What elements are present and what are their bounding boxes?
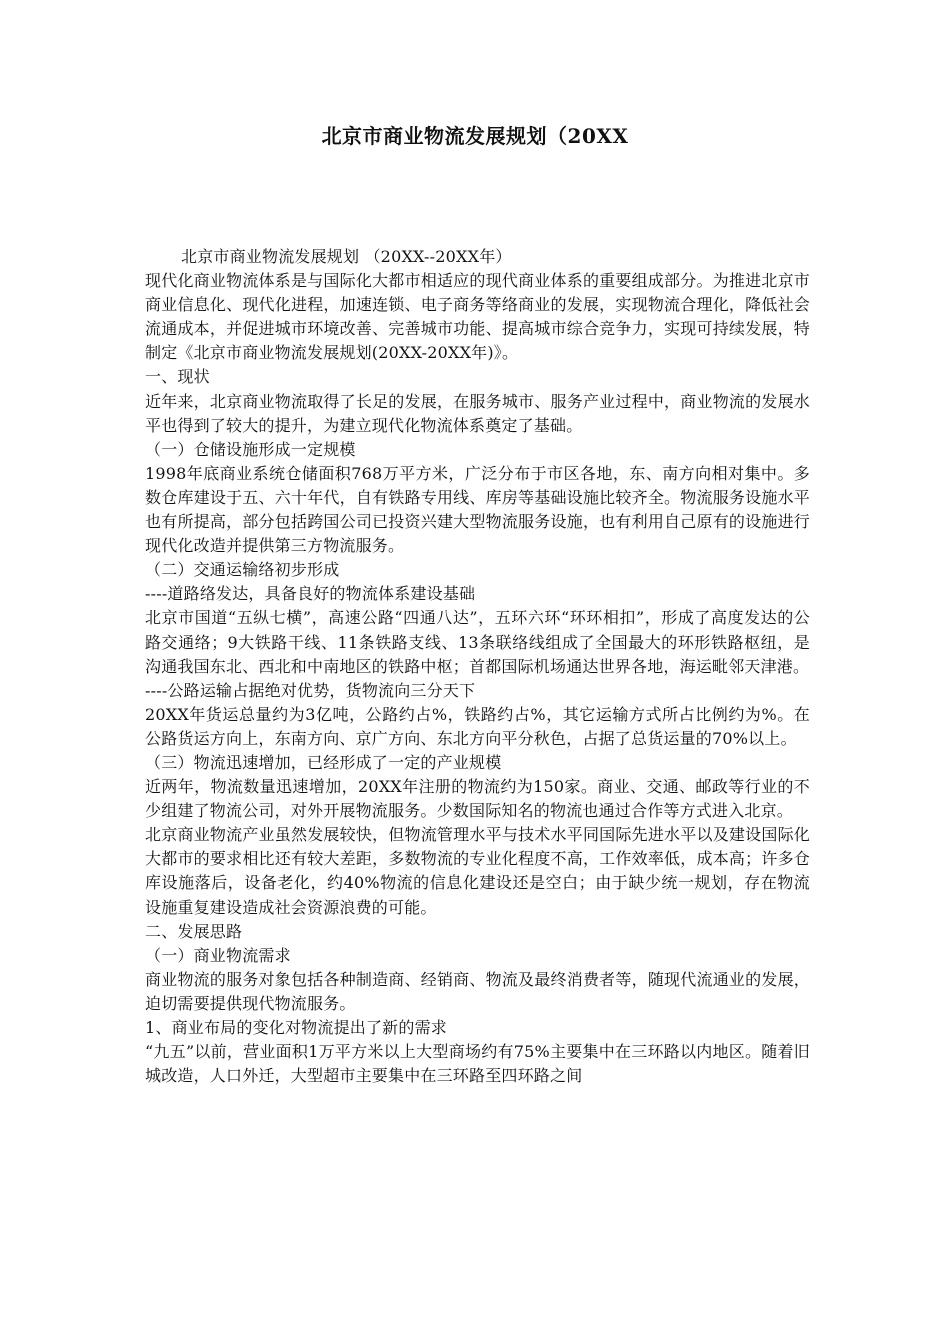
paragraph: 1998年底商业系统仓储面积768万平方米，广泛分布于市区各地，东、南方向相对集中。多数仓库建设于五、六十年代，自有铁路专用线、库房等基础设施比较齐全。物流服务设施水平也有所提高，部分包括跨国公司已投资兴建大型物流服务设施，也有利用自己原有的设施进行现代化改造并提供第三方物流服务。 <box>145 463 810 556</box>
paragraph: 近两年，物流数量迅速增加，20XX年注册的物流约为150家。商业、交通、邮政等行业的不少组建了物流公司，对外开展物流服务。少数国际知名的物流也通过合作等方式进入北京。 <box>145 777 810 821</box>
paragraph: 近年来，北京商业物流取得了长足的发展，在服务城市、服务产业过程中，商业物流的发展水平也得到了较大的提升，为建立现代化物流体系奠定了基础。 <box>145 391 810 435</box>
document-subtitle: 北京市商业物流发展规划 （20XX--20XX年） <box>181 247 512 266</box>
heading-point: ----公路运输占据绝对优势，货物流向三分天下 <box>145 680 476 700</box>
heading-section-2: 二、发展思路 <box>145 921 243 941</box>
heading-section-1: 一、现状 <box>145 367 210 387</box>
heading-subsection: （二）交通运输络初步形成 <box>145 560 340 580</box>
paragraph-intro: 现代化商业物流体系是与国际化大都市相适应的现代商业体系的重要组成部分。为推进北京市商业信息化、现代化进程，加速连锁、电子商务等络商业的发展，实现物流合理化，降低社会流通成本，并促进城市环境改善、完善城市功能、提高城市综合竞争力，实现可持续发展，特制定《北京市商业物流发展规划(20XX-20XX年)》。 <box>145 271 810 363</box>
heading-point: 1、商业布局的变化对物流提出了新的需求 <box>145 1018 447 1037</box>
document-body <box>145 245 810 1088</box>
paragraph: 北京商业物流产业虽然发展较快，但物流管理水平与技术水平同国际先进水平以及建设国际化大都市的要求相比还有较大差距，多数物流的专业化程度不高，工作效率低，成本高；许多仓库设施落后，设备老化，约40%物流的信息化建设还是空白；由于缺少统一规划，存在物流设施重复建设造成社会资源浪费的可能。 <box>145 825 810 917</box>
paragraph: 北京市国道“五纵七横”，高速公路“四通八达”，五环六环“环环相扣”，形成了高度发达的公路交通络；9大铁路干线、11条铁路支线、13条联络线组成了全国最大的环形铁路枢纽，是沟通我国东北、西北和中南地区的铁路中枢；首都国际机场通达世界各地，海运毗邻天津港。 <box>145 608 810 676</box>
heading-subsection: （一）商业物流需求 <box>145 945 291 965</box>
document-title: 北京市商业物流发展规划（20XX <box>321 124 629 148</box>
paragraph: 20XX年货运总量约为3亿吨，公路约占%，铁路约占%，其它运输方式所占比例约为%。在公路货运方向上，东南方向、京广方向、东北方向平分秋色，占据了总货运量的70%以上。 <box>145 704 810 748</box>
paragraph: 商业物流的服务对象包括各种制造商、经销商、物流及最终消费者等，随现代流通业的发展，迫切需要提供现代物流服务。 <box>145 969 810 1013</box>
heading-subsection: （三）物流迅速增加，已经形成了一定的产业规模 <box>145 752 502 772</box>
heading-subsection: （一）仓储设施形成一定规模 <box>145 439 356 459</box>
heading-point: ----道路络发达，具备良好的物流体系建设基础 <box>145 584 476 604</box>
paragraph: “九五”以前，营业面积1万平方米以上大型商场约有75%主要集中在三环路以内地区。随着旧城改造，人口外迁，大型超市主要集中在三环路至四环路之间 <box>145 1042 810 1086</box>
